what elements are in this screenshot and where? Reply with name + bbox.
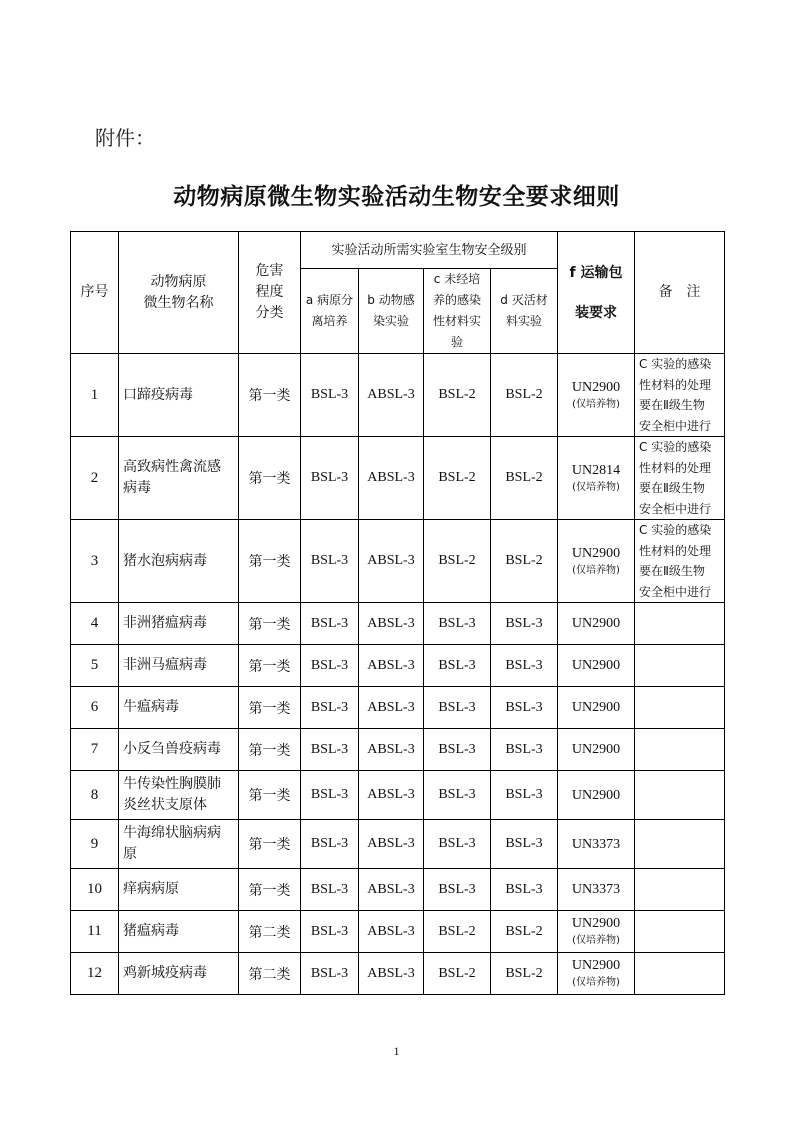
cell-level-c: BSL-2 [424, 911, 491, 953]
cell-transport [558, 953, 635, 995]
un-number: UN2900 [571, 958, 621, 973]
cell-level-a: BSL-3 [301, 645, 359, 687]
cell-level-b: ABSL-3 [359, 520, 424, 603]
table-row [71, 771, 725, 820]
cell-remark [635, 603, 725, 645]
header-lab-levels: 实验活动所需实验室生物安全级别 [301, 232, 558, 269]
cell-level-d: BSL-3 [491, 729, 558, 771]
cell-level-c: BSL-3 [424, 869, 491, 911]
cell-seq: 6 [71, 687, 119, 729]
cell-name: 非洲马瘟病毒 [119, 645, 239, 687]
cell-level-d: BSL-2 [491, 953, 558, 995]
un-number: UN2900 [571, 700, 621, 715]
cell-level-c: BSL-2 [424, 520, 491, 603]
cell-seq: 11 [71, 911, 119, 953]
cell-hazard-class: 第一类 [239, 771, 301, 820]
un-note: (仅培养物) [572, 481, 620, 493]
header-hazard: 危害 程度 分类 [239, 232, 301, 354]
cell-name: 非洲猪瘟病毒 [119, 603, 239, 645]
cell-transport [558, 437, 635, 520]
cell-seq: 1 [71, 354, 119, 437]
annex-label: 附件： [95, 126, 155, 150]
cell-level-d: BSL-3 [491, 603, 558, 645]
un-note: (仅培养物) [572, 564, 620, 576]
cell-hazard-class: 第一类 [239, 729, 301, 771]
cell-name: 小反刍兽疫病毒 [119, 729, 239, 771]
cell-transport [558, 771, 635, 820]
header-transport: f 运输包 装要求 [558, 232, 635, 354]
cell-name: 高致病性禽流感 病毒 [119, 437, 239, 520]
cell-level-a: BSL-3 [301, 603, 359, 645]
cell-hazard-class: 第一类 [239, 354, 301, 437]
cell-level-b: ABSL-3 [359, 911, 424, 953]
table-row [71, 729, 725, 771]
cell-transport [558, 354, 635, 437]
cell-remark [635, 869, 725, 911]
un-number: UN3373 [571, 882, 621, 897]
un-number: UN3373 [571, 836, 621, 852]
cell-hazard-class: 第二类 [239, 953, 301, 995]
cell-level-d: BSL-3 [491, 869, 558, 911]
header-col-d: d 灭活材 料实验 [491, 269, 558, 354]
un-number: UN2900 [571, 787, 621, 803]
cell-transport [558, 687, 635, 729]
cell-hazard-class: 第一类 [239, 820, 301, 869]
cell-remark [635, 911, 725, 953]
header-col-b: b 动物感 染实验 [359, 269, 424, 354]
cell-hazard-class: 第一类 [239, 437, 301, 520]
table-row [71, 687, 725, 729]
cell-name: 牛海绵状脑病病 原 [119, 820, 239, 869]
un-number: UN2900 [571, 742, 621, 757]
cell-transport [558, 820, 635, 869]
cell-level-a: BSL-3 [301, 953, 359, 995]
cell-remark [635, 645, 725, 687]
cell-level-b: ABSL-3 [359, 354, 424, 437]
cell-seq: 2 [71, 437, 119, 520]
cell-level-a: BSL-3 [301, 869, 359, 911]
table-row [71, 953, 725, 995]
cell-level-c: BSL-3 [424, 729, 491, 771]
cell-name: 猪瘟病毒 [119, 911, 239, 953]
table-row [71, 603, 725, 645]
cell-level-b: ABSL-3 [359, 687, 424, 729]
cell-transport [558, 645, 635, 687]
cell-transport [558, 603, 635, 645]
table-row [71, 645, 725, 687]
header-col-c: c 未经培 养的感染 性材料实 验 [424, 269, 491, 354]
un-number: UN2900 [571, 379, 621, 395]
cell-name: 牛瘟病毒 [119, 687, 239, 729]
cell-level-b: ABSL-3 [359, 953, 424, 995]
cell-remark: C 实验的感染 性材料的处理 要在Ⅱ级生物 安全柜中进行 [635, 520, 725, 603]
cell-level-b: ABSL-3 [359, 869, 424, 911]
cell-name: 鸡新城疫病毒 [119, 953, 239, 995]
cell-seq: 9 [71, 820, 119, 869]
cell-level-c: BSL-2 [424, 953, 491, 995]
cell-level-b: ABSL-3 [359, 729, 424, 771]
un-number: UN2900 [571, 916, 621, 931]
cell-level-d: BSL-3 [491, 687, 558, 729]
cell-level-c: BSL-3 [424, 820, 491, 869]
cell-level-a: BSL-3 [301, 687, 359, 729]
cell-seq: 8 [71, 771, 119, 820]
cell-level-c: BSL-3 [424, 687, 491, 729]
header-seq: 序号 [71, 232, 119, 354]
cell-level-b: ABSL-3 [359, 645, 424, 687]
un-number: UN2814 [571, 462, 621, 478]
cell-level-d: BSL-2 [491, 911, 558, 953]
cell-remark [635, 771, 725, 820]
cell-transport [558, 869, 635, 911]
cell-remark [635, 687, 725, 729]
header-remarks: 备 注 [635, 232, 725, 354]
cell-seq: 12 [71, 953, 119, 995]
document-title: 动物病原微生物实验活动生物安全要求细则 [173, 184, 620, 210]
cell-name: 痒病病原 [119, 869, 239, 911]
cell-level-d: BSL-2 [491, 354, 558, 437]
table-row [71, 869, 725, 911]
cell-name: 牛传染性胸膜肺 炎丝状支原体 [119, 771, 239, 820]
table-row [71, 354, 725, 437]
page-number: 1 [393, 1044, 400, 1058]
cell-level-c: BSL-3 [424, 771, 491, 820]
cell-level-a: BSL-3 [301, 820, 359, 869]
table-row [71, 520, 725, 603]
cell-remark [635, 953, 725, 995]
header-col-a: a 病原分 离培养 [301, 269, 359, 354]
table-row [71, 911, 725, 953]
cell-seq: 7 [71, 729, 119, 771]
cell-level-c: BSL-2 [424, 354, 491, 437]
cell-seq: 10 [71, 869, 119, 911]
cell-level-a: BSL-3 [301, 520, 359, 603]
cell-seq: 5 [71, 645, 119, 687]
cell-hazard-class: 第一类 [239, 869, 301, 911]
cell-remark [635, 820, 725, 869]
cell-level-d: BSL-3 [491, 771, 558, 820]
cell-seq: 4 [71, 603, 119, 645]
cell-level-c: BSL-3 [424, 603, 491, 645]
cell-level-b: ABSL-3 [359, 771, 424, 820]
cell-hazard-class: 第一类 [239, 520, 301, 603]
cell-name: 口蹄疫病毒 [119, 354, 239, 437]
cell-hazard-class: 第一类 [239, 687, 301, 729]
cell-level-a: BSL-3 [301, 354, 359, 437]
un-number: UN2900 [571, 545, 621, 561]
cell-level-a: BSL-3 [301, 437, 359, 520]
cell-remark [635, 729, 725, 771]
cell-level-a: BSL-3 [301, 729, 359, 771]
cell-level-a: BSL-3 [301, 911, 359, 953]
cell-level-d: BSL-2 [491, 520, 558, 603]
un-number: UN2900 [571, 658, 621, 673]
cell-name: 猪水泡病病毒 [119, 520, 239, 603]
header-name: 动物病原 微生物名称 [119, 232, 239, 354]
table-body [71, 354, 725, 995]
cell-level-b: ABSL-3 [359, 820, 424, 869]
cell-level-d: BSL-3 [491, 645, 558, 687]
cell-transport [558, 520, 635, 603]
cell-level-c: BSL-2 [424, 437, 491, 520]
cell-transport [558, 729, 635, 771]
cell-hazard-class: 第二类 [239, 911, 301, 953]
table-row [71, 820, 725, 869]
cell-remark: C 实验的感染 性材料的处理 要在Ⅱ级生物 安全柜中进行 [635, 437, 725, 520]
cell-level-c: BSL-3 [424, 645, 491, 687]
cell-level-d: BSL-3 [491, 820, 558, 869]
cell-seq: 3 [71, 520, 119, 603]
table-row [71, 437, 725, 520]
cell-transport [558, 911, 635, 953]
cell-level-a: BSL-3 [301, 771, 359, 820]
cell-level-b: ABSL-3 [359, 603, 424, 645]
cell-hazard-class: 第一类 [239, 645, 301, 687]
cell-level-d: BSL-2 [491, 437, 558, 520]
un-number: UN2900 [571, 616, 621, 631]
cell-remark: C 实验的感染 性材料的处理 要在Ⅱ级生物 安全柜中进行 [635, 354, 725, 437]
un-note: (仅培养物) [572, 977, 620, 988]
un-note: (仅培养物) [572, 935, 620, 946]
cell-level-b: ABSL-3 [359, 437, 424, 520]
biosafety-requirements-table [70, 231, 725, 995]
un-note: (仅培养物) [572, 398, 620, 410]
cell-hazard-class: 第一类 [239, 603, 301, 645]
